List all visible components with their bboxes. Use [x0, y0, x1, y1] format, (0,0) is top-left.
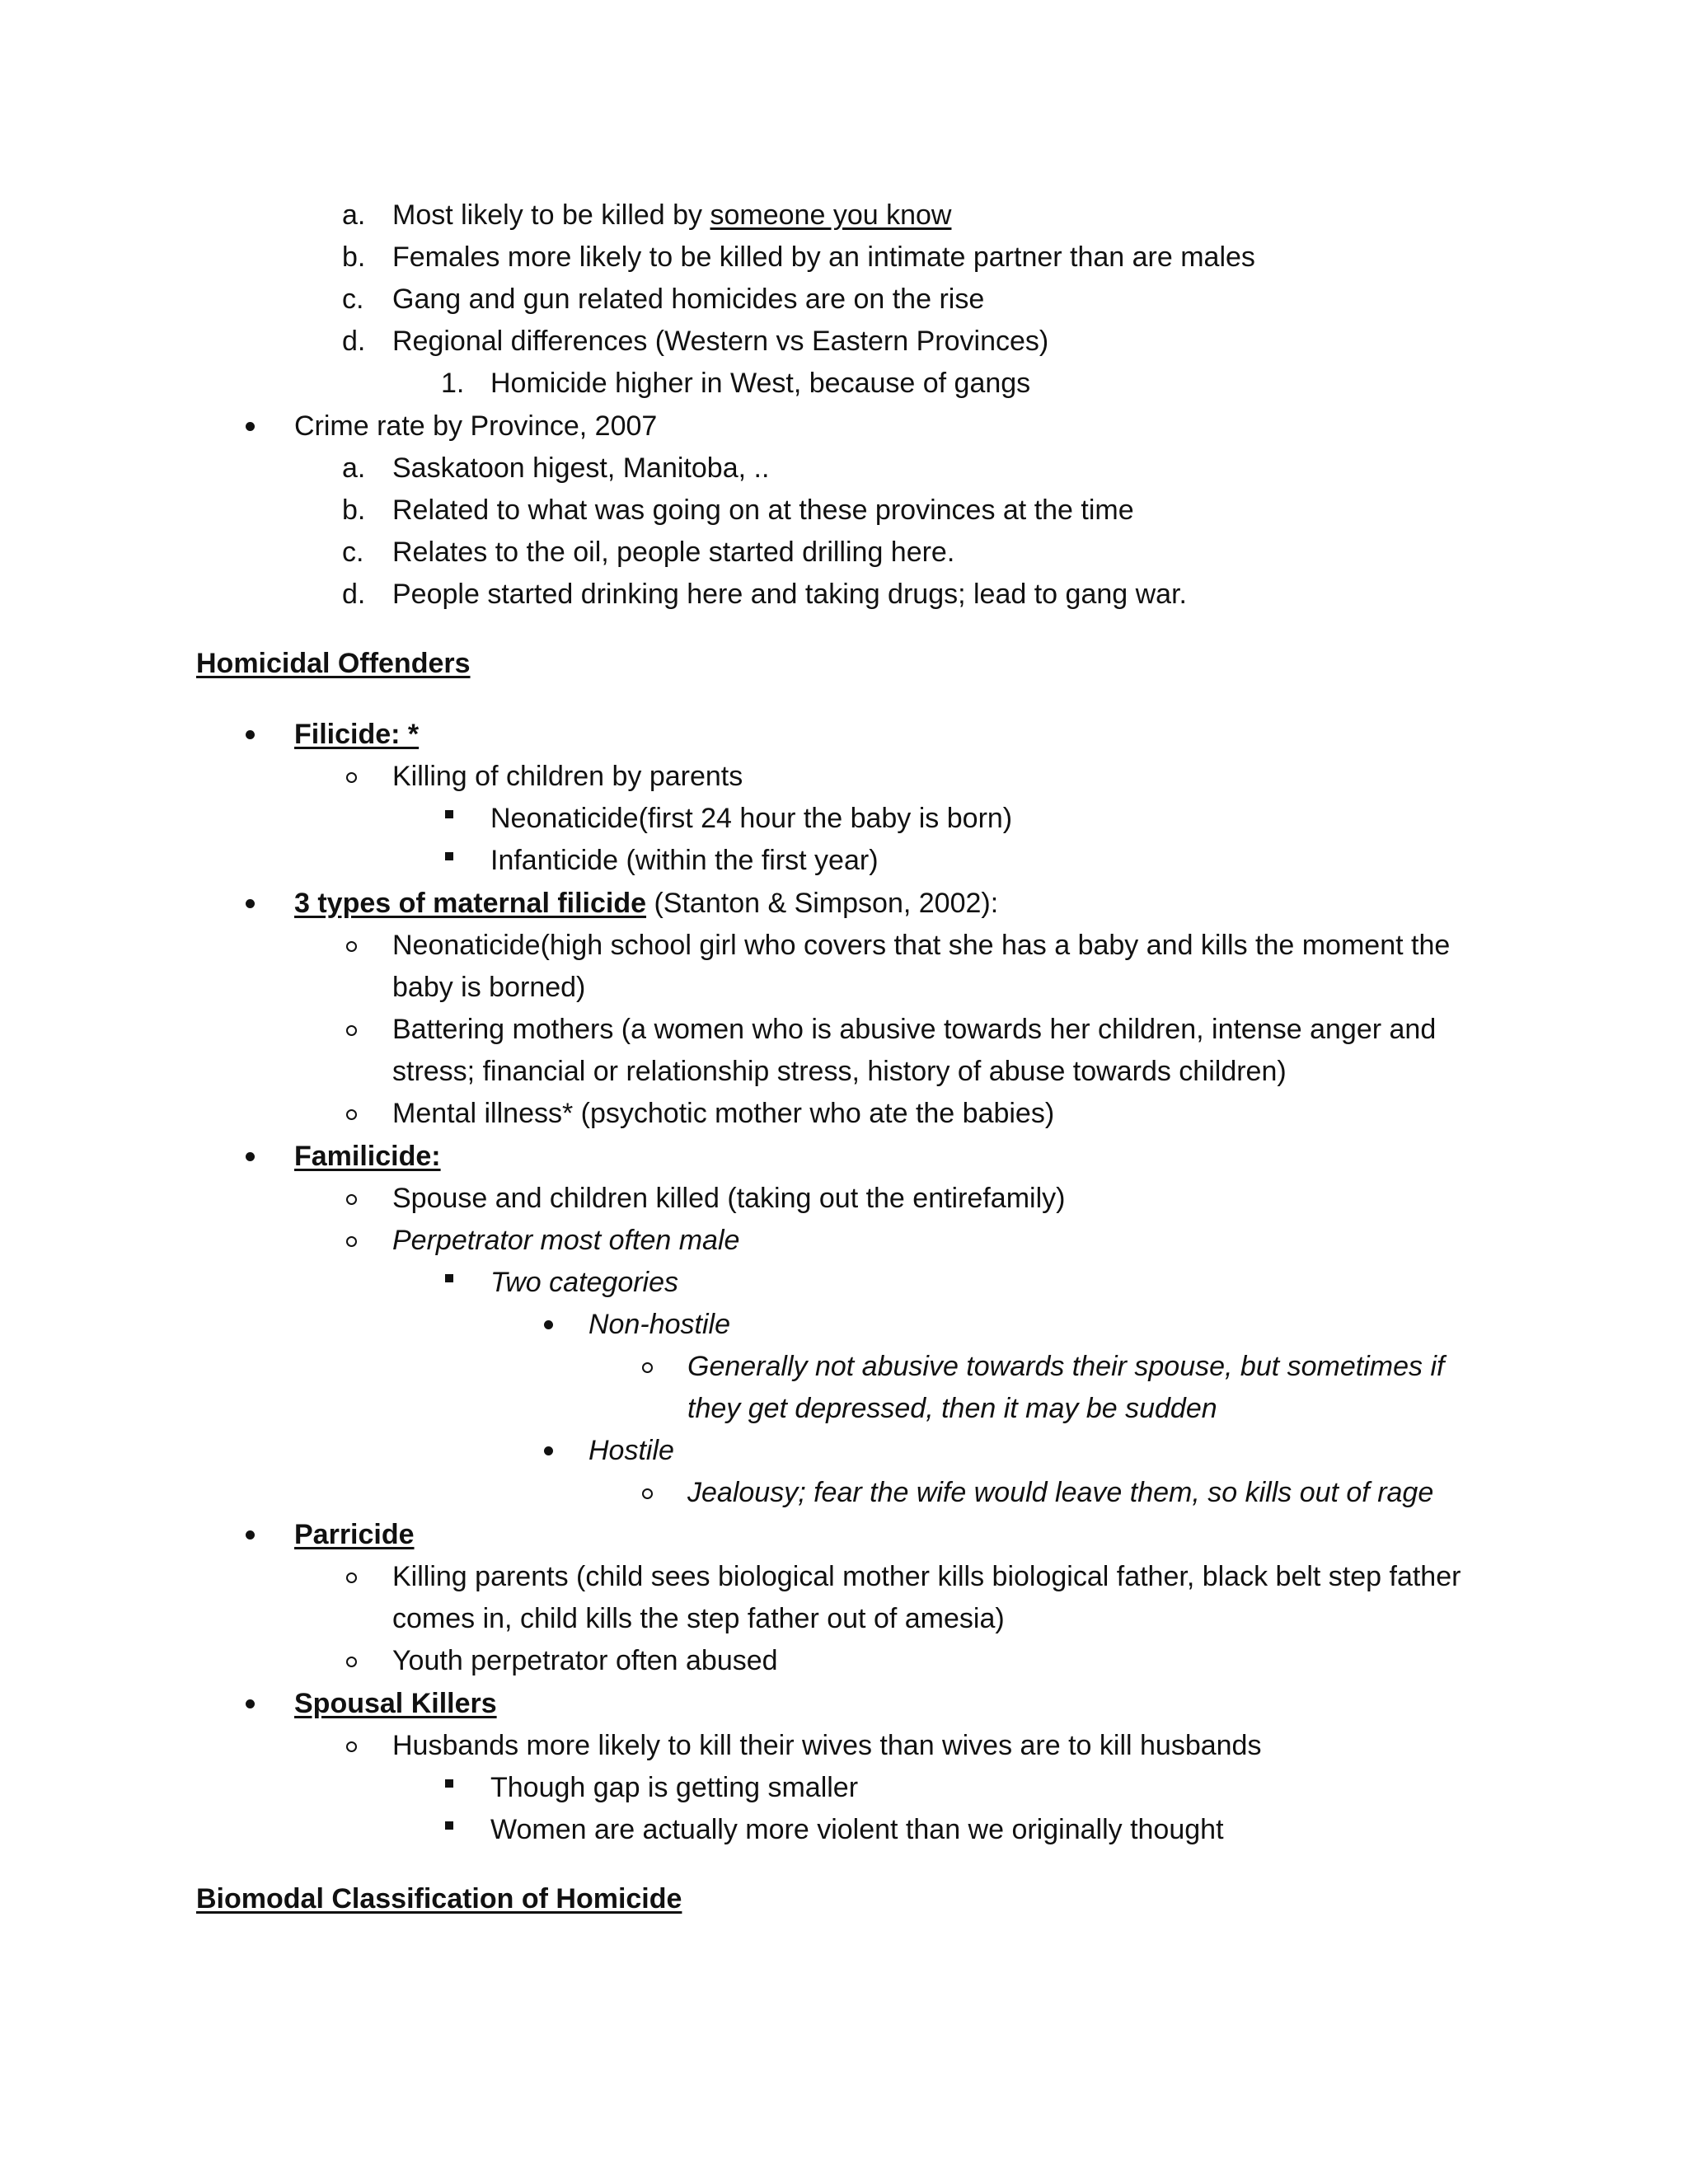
- list-item: Jealousy; fear the wife would leave them, so kills out of rage: [687, 1477, 1434, 1508]
- list-item: People started drinking here and taking drugs; lead to gang war.: [392, 579, 1187, 610]
- hollow-bullet-icon: [346, 772, 357, 783]
- hollow-bullet-icon: [346, 1657, 357, 1667]
- square-bullet-icon: [445, 1274, 453, 1282]
- familicide-label: Familicide:: [294, 1141, 441, 1172]
- list-marker: a.: [342, 452, 366, 484]
- maternal-filicide-heading: [294, 886, 998, 921]
- bullet-icon: [544, 1320, 553, 1329]
- hollow-bullet-icon: [346, 1572, 357, 1583]
- list-item: Youth perpetrator often abused: [392, 1645, 778, 1676]
- list-marker: b.: [342, 494, 366, 526]
- list-marker: d.: [342, 579, 366, 610]
- hollow-bullet-icon: [642, 1488, 653, 1499]
- list-item: Saskatoon higest, Manitoba, ..: [392, 452, 770, 484]
- list-item: Two categories: [490, 1267, 679, 1298]
- spousal-killers-label: Spousal Killers: [294, 1688, 497, 1719]
- filicide-label: Filicide: *: [294, 719, 420, 750]
- list-marker: b.: [342, 241, 366, 273]
- hollow-bullet-icon: [346, 941, 357, 952]
- list-marker: d.: [342, 326, 366, 357]
- list-item: Gang and gun related homicides are on the rise: [392, 284, 985, 315]
- square-bullet-icon: [445, 1821, 453, 1830]
- hollow-bullet-icon: [642, 1362, 653, 1373]
- list-item: Homicide higher in West, because of gangs: [490, 368, 1031, 399]
- maternal-filicide-label: 3 types of maternal filicide: [294, 888, 647, 919]
- underlined-phrase: someone you know: [710, 199, 952, 231]
- list-item: Killing parents (child sees biological mother kills biological father, black belt step father: [392, 1561, 1461, 1592]
- list-item: Females more likely to be killed by an intimate partner than are males: [392, 241, 1255, 273]
- bullet-icon: [246, 422, 255, 431]
- list-item: Neonaticide(high school girl who covers that she has a baby and kills the moment the: [392, 930, 1451, 961]
- square-bullet-icon: [445, 852, 453, 860]
- list-item: Neonaticide(first 24 hour the baby is born): [490, 803, 1013, 834]
- list-item: Husbands more likely to kill their wives than wives are to kill husbands: [392, 1730, 1262, 1761]
- list-item: Killing of children by parents: [392, 761, 743, 792]
- list-item: Regional differences (Western vs Eastern Provinces): [392, 326, 1049, 357]
- list-item: Infanticide (within the first year): [490, 845, 879, 876]
- list-item: Spouse and children killed (taking out the entirefamily): [392, 1183, 1066, 1214]
- maternal-filicide-citation: (Stanton & Simpson, 2002):: [646, 888, 999, 919]
- list-item: Hostile: [588, 1435, 674, 1466]
- bullet-icon: [246, 730, 255, 739]
- section-title-biomodal-classification: Biomodal Classification of Homicide: [196, 1883, 682, 1915]
- bullet-icon: [544, 1446, 553, 1455]
- list-item: Women are actually more violent than we originally thought: [490, 1814, 1224, 1845]
- list-item: Though gap is getting smaller: [490, 1772, 859, 1803]
- list-item-text: Most likely to be killed by: [392, 199, 710, 231]
- list-item-continuation: comes in, child kills the step father out of amesia): [392, 1603, 1005, 1634]
- bullet-icon: [246, 899, 255, 908]
- hollow-bullet-icon: [346, 1236, 357, 1247]
- list-item-continuation: they get depressed, then it may be sudden: [687, 1393, 1217, 1424]
- list-item-continuation: baby is borned): [392, 972, 586, 1003]
- crime-rate-heading: Crime rate by Province, 2007: [294, 410, 658, 442]
- list-item: Battering mothers (a women who is abusive towards her children, intense anger and: [392, 1014, 1437, 1045]
- bullet-icon: [246, 1152, 255, 1161]
- list-item: Relates to the oil, people started drilling here.: [392, 537, 955, 568]
- parricide-label: Parricide: [294, 1519, 415, 1550]
- section-title-homicidal-offenders: Homicidal Offenders: [196, 648, 471, 679]
- list-marker: c.: [342, 284, 364, 315]
- list-marker: a.: [342, 199, 366, 231]
- square-bullet-icon: [445, 1779, 453, 1788]
- bullet-icon: [246, 1699, 255, 1708]
- bullet-icon: [246, 1530, 255, 1540]
- list-item: Generally not abusive towards their spouse, but sometimes if: [687, 1351, 1445, 1382]
- list-item: Non-hostile: [588, 1309, 730, 1340]
- list-item: Mental illness* (psychotic mother who ate the babies): [392, 1098, 1055, 1129]
- square-bullet-icon: [445, 810, 453, 818]
- hollow-bullet-icon: [346, 1194, 357, 1205]
- list-item: [392, 198, 951, 232]
- hollow-bullet-icon: [346, 1109, 357, 1120]
- list-item-continuation: stress; financial or relationship stress, history of abuse towards children): [392, 1056, 1287, 1087]
- list-marker: 1.: [441, 368, 465, 399]
- list-marker: c.: [342, 537, 364, 568]
- hollow-bullet-icon: [346, 1025, 357, 1036]
- list-item: Related to what was going on at these provinces at the time: [392, 494, 1134, 526]
- hollow-bullet-icon: [346, 1741, 357, 1752]
- list-item: Perpetrator most often male: [392, 1225, 740, 1256]
